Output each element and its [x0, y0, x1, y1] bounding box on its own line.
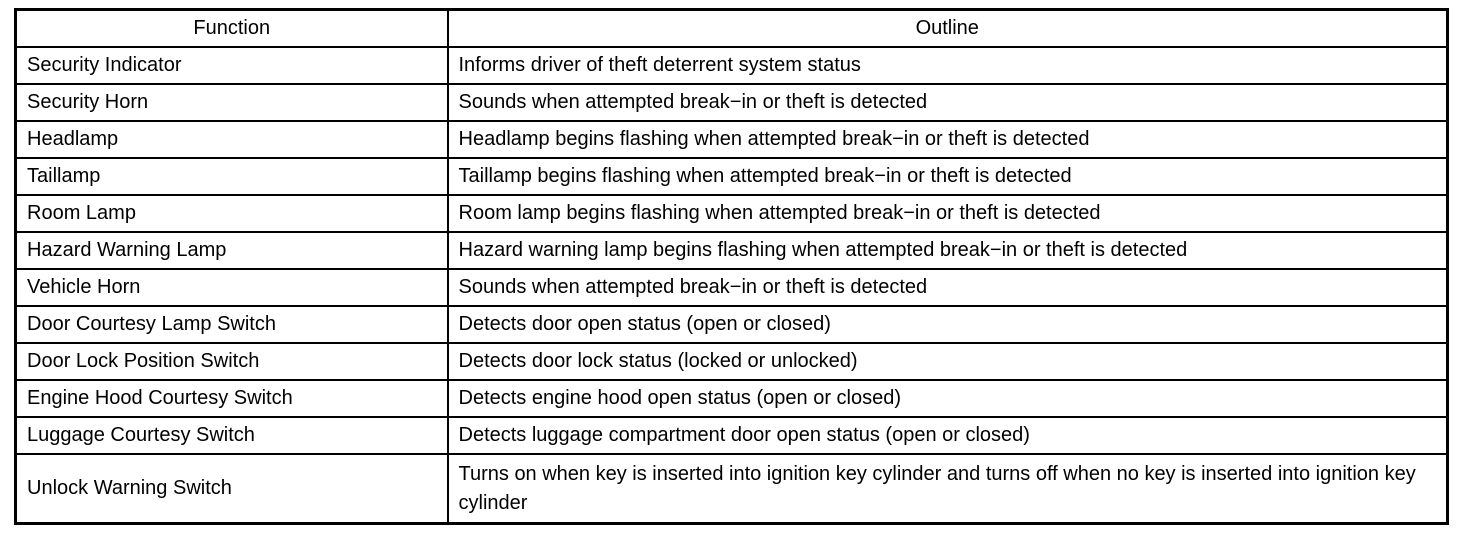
outline-cell: Sounds when attempted break−in or theft is detected [448, 269, 1448, 306]
outline-cell: Headlamp begins flashing when attempted break−in or theft is detected [448, 121, 1448, 158]
table-header-row [16, 10, 1448, 48]
function-cell: Security Indicator [16, 47, 448, 84]
function-cell: Room Lamp [16, 195, 448, 232]
table-row [16, 417, 1448, 454]
table-row [16, 232, 1448, 269]
outline-cell: Taillamp begins flashing when attempted break−in or theft is detected [448, 158, 1448, 195]
outline-cell: Room lamp begins flashing when attempted break−in or theft is detected [448, 195, 1448, 232]
outline-cell: Sounds when attempted break−in or theft is detected [448, 84, 1448, 121]
table-row [16, 306, 1448, 343]
function-cell: Taillamp [16, 158, 448, 195]
table-row [16, 454, 1448, 524]
outline-cell: Detects door open status (open or closed) [448, 306, 1448, 343]
table-row [16, 121, 1448, 158]
function-outline-table [14, 8, 1449, 525]
function-cell: Unlock Warning Switch [16, 454, 448, 524]
function-cell: Engine Hood Courtesy Switch [16, 380, 448, 417]
function-cell: Security Horn [16, 84, 448, 121]
table-row [16, 269, 1448, 306]
function-cell: Door Courtesy Lamp Switch [16, 306, 448, 343]
outline-cell: Detects engine hood open status (open or closed) [448, 380, 1448, 417]
function-cell: Door Lock Position Switch [16, 343, 448, 380]
function-column-header: Function [16, 10, 448, 48]
table-row [16, 343, 1448, 380]
outline-cell: Detects luggage compartment door open status (open or closed) [448, 417, 1448, 454]
function-cell: Luggage Courtesy Switch [16, 417, 448, 454]
outline-cell: Hazard warning lamp begins flashing when attempted break−in or theft is detected [448, 232, 1448, 269]
function-cell: Headlamp [16, 121, 448, 158]
table-row [16, 158, 1448, 195]
outline-cell: Turns on when key is inserted into ignition key cylinder and turns off when no key is inserted into ignition key cylinder [448, 454, 1448, 524]
table-row [16, 47, 1448, 84]
outline-cell: Informs driver of theft deterrent system status [448, 47, 1448, 84]
function-outline-table-container [14, 8, 1446, 525]
outline-cell: Detects door lock status (locked or unlocked) [448, 343, 1448, 380]
outline-column-header: Outline [448, 10, 1448, 48]
function-cell: Hazard Warning Lamp [16, 232, 448, 269]
table-row [16, 380, 1448, 417]
table-row [16, 195, 1448, 232]
function-cell: Vehicle Horn [16, 269, 448, 306]
table-row [16, 84, 1448, 121]
